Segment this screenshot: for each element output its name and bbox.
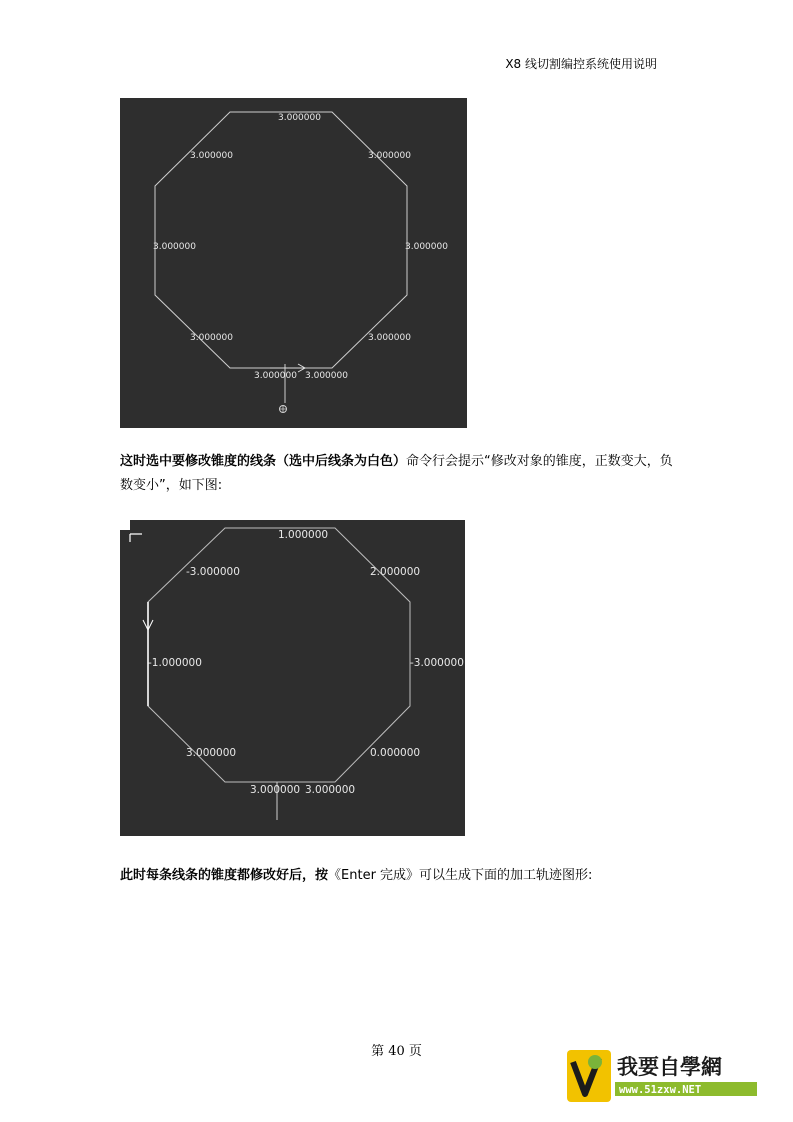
edge-label-top: 1.000000 — [278, 529, 329, 541]
edge-label-bottom: 3.000000 — [254, 371, 297, 381]
cursor-box-icon — [120, 520, 130, 530]
edge-label-bottom-left: 3.000000 — [186, 747, 237, 759]
leaf-icon — [588, 1055, 602, 1069]
edge-label-bottom-left: 3.000000 — [190, 333, 233, 343]
edge-label-top-right: 3.000000 — [368, 151, 411, 161]
logo-url: www.51zxw.NET — [619, 1084, 702, 1096]
edge-label-top: 3.000000 — [278, 113, 321, 123]
edge-label-bottom-right-seg: 3.000000 — [305, 371, 348, 381]
edge-label-right: 3.000000 — [405, 242, 448, 252]
crosshair-cursor-icon — [130, 534, 142, 542]
edge-label-left: -1.000000 — [148, 657, 202, 669]
paragraph-1-text: 命令行会提示“修改对象的锥度，正数变大，负数变小”，如下图: — [120, 454, 673, 493]
paragraph-2-text: 《Enter 完成》可以生成下面的加工轨迹图形: — [328, 868, 593, 883]
paragraph-2-bold-text: 此时每条线条的锥度都修改好后，按 — [120, 868, 329, 883]
edge-label-bottom-right: 0.000000 — [370, 747, 421, 759]
document-header-title: X8 线切割编控系统使用说明 — [505, 57, 657, 71]
edge-label-top-left: -3.000000 — [186, 566, 240, 578]
edge-label-bottom: 3.000000 — [250, 784, 301, 796]
edge-label-left: 3.000000 — [153, 242, 196, 252]
page-number: 第 40 页 — [371, 1044, 422, 1059]
edge-label-top-right: 2.000000 — [370, 566, 421, 578]
octagon-taper-drawing — [120, 520, 465, 836]
logo-graphic — [565, 1048, 761, 1104]
edge-label-top-left-visible: 3.000000 — [190, 151, 233, 161]
paragraph-1-bold-text: 这时选中要修改锥度的线条（选中后线条为白色） — [120, 454, 407, 469]
octagon-figure-before — [120, 98, 467, 428]
logo-text: 我要自學網 — [617, 1055, 722, 1079]
instruction-paragraph-2 — [120, 864, 680, 888]
instruction-paragraph-1 — [120, 450, 680, 498]
edge-label-bottom-right: 3.000000 — [368, 333, 411, 343]
site-logo — [565, 1048, 761, 1104]
octagon-figure-taper-edit — [120, 520, 465, 836]
octagon-extra-label-layer — [120, 98, 467, 428]
edge-label-right: -3.000000 — [410, 657, 464, 669]
edge-label-bottom-right-seg: 3.000000 — [305, 784, 356, 796]
